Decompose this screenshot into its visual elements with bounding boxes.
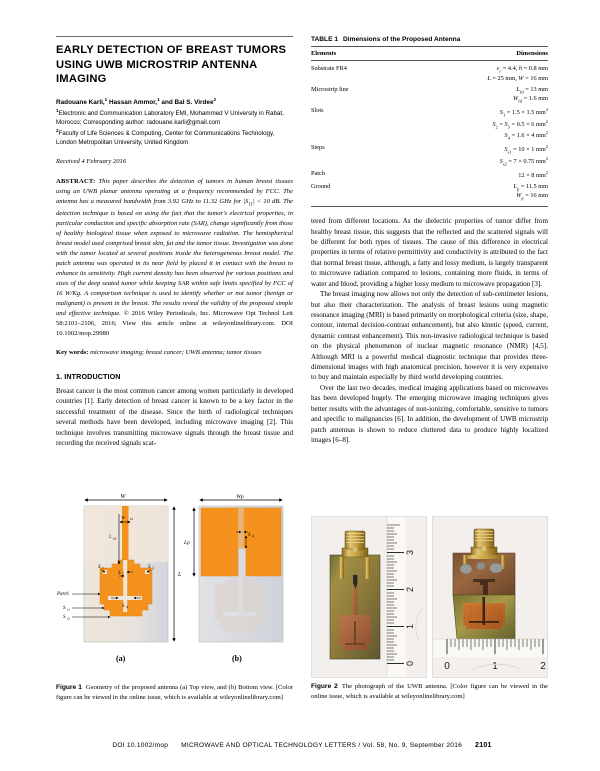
col-header-dimensions: Dimensions [402, 47, 548, 61]
intro-paragraph-1-cont: tered from different locations. As the dielectric properties of tumor differ from healthy breast tissue, this suggests that the reflected and the scattered signals will be different for both types of tissues. The cause of this difference in electrical properties in terms of relative permittivity and conductivity is attributed to the fact that normal breast tissue, although, a fatty and lossy medium, is largely transparent to microwave radiation compared to lesions, containing more fluids, in terms of water and blood, providing a higher lossy medium to microwave propagation [3]. [311, 217, 548, 288]
figure-1-caption [56, 683, 293, 702]
svg-text:1: 1 [102, 566, 104, 571]
left-column [56, 36, 293, 449]
footer-doi: DOI 10.1002/mop [112, 742, 169, 749]
svg-text:3: 3 [152, 566, 154, 571]
right-column [311, 36, 548, 449]
antenna-geometry-svg [56, 492, 293, 677]
affiliation-2: $^2$Faculty of Life Sciences & Computing, Center for Communications Technology, London Metropolitan University, United Kingdom [56, 127, 275, 146]
abstract-paragraph [56, 177, 293, 339]
row-value: $L_{fd} = 13$ mm $W_{fd} = 1.6$ mm [513, 85, 548, 104]
svg-text:fd: fd [113, 536, 117, 541]
received-date: Received 4 February 2016 [56, 158, 127, 166]
row-element: Patch [311, 169, 325, 177]
page-title: EARLY DETECTION OF BREAST TUMORS USING UWB MICROSTRIP ANTENNA IMAGING [56, 44, 287, 86]
table-row [311, 182, 548, 206]
figure-2-block [311, 516, 548, 701]
svg-text:S: S [63, 606, 66, 611]
footer-page-number: 2101 [475, 742, 492, 749]
author-list: Radouane Karli,$^1$ Hassan Ammor,$^1$ and Bal S. Virdee$^2$ [56, 96, 217, 106]
svg-text:W: W [120, 494, 126, 500]
two-column-layout [56, 36, 548, 449]
title-top-rule [56, 36, 293, 37]
svg-text:S: S [148, 565, 151, 570]
abstract-copyright: © 2016 Wiley Periodicals, Inc. Microwave Opt Technol Lett 58:2101–2106, 2016; View this article online at wileyonlinelibrary.com. DOI 10.1002/mop.29980 [56, 310, 294, 338]
ruler-tick-1: 1 [405, 623, 415, 630]
table-header-row [311, 47, 548, 61]
abstract-label: ABSTRACT: [56, 178, 96, 186]
svg-text:s2: s2 [67, 616, 71, 621]
svg-text:S: S [248, 533, 251, 538]
page-footer [56, 742, 548, 749]
affiliation-1: $^1$Electronic and Communication Laboratory EMI, Mohammed V University in Rabat, Morocco; Corresponding author: radouane.karli@gmail.com [56, 108, 284, 126]
row-value: 12 × 8 $mm^2$ [518, 169, 548, 179]
table-row [311, 143, 548, 169]
row-element: Steps [311, 144, 325, 152]
ruler-tick-0: 0 [444, 661, 450, 672]
keywords-value: microwave imaging; breast cancer; UWB antenna; tumor tissues [90, 349, 262, 357]
svg-text:S: S [63, 615, 66, 620]
table-row [311, 61, 548, 85]
figure-1-subcaption-b: (b) [232, 654, 242, 663]
intro-paragraph-3: Over the last two decades, medical imaging applications based on microwaves has been developed hugely. The emerging microwave imaging techniques gives better results with the advantages of non-ionizing, comfortable, sensitive to tumors and specific to malignancies [6]. In addition, the development of UWB microstrip patch antennas is shown to reduce cluttered data to produce highly localized images [6–8]. [311, 383, 548, 445]
table-row [311, 85, 548, 106]
svg-text:4: 4 [126, 605, 128, 610]
svg-text:4: 4 [252, 534, 254, 539]
svg-text:S: S [118, 571, 121, 576]
figure-2-caption [311, 682, 548, 701]
row-value: $S_1 = 1.5 \times 1.5$ $mm^2$ $S_2 = S_3 = 0.5 \times 6$ $mm^2$ $S_4 = 1.6 \times 4$ $mm^2$ [492, 106, 548, 141]
figure-1-drawing [56, 492, 293, 677]
section-heading-introduction: 1. INTRODUCTION [56, 372, 121, 382]
ruler-tick-3: 3 [405, 549, 415, 556]
antenna-photo-front-svg [312, 517, 427, 677]
figure-1-subcaption-a: (a) [116, 654, 126, 663]
ruler-tick-2: 2 [405, 586, 415, 593]
row-element: Ground [311, 182, 331, 190]
table1-title: Dimensions of the Proposed Antenna [343, 36, 461, 43]
figure-1-block [56, 492, 293, 702]
table-row [311, 169, 548, 182]
keywords-label: Key words: [56, 349, 89, 357]
figure-2-label: Figure 2 [311, 683, 338, 690]
row-element: Microstrip line [311, 85, 349, 93]
row-element: Substrate FR4 [311, 65, 347, 72]
figure-1-caption-text: Geometry of the proposed antenna (a) Top view, and (b) Bottom view. [Color figure can be viewed in the online issue, which is available at wileyonlinelibrary.com] [56, 684, 293, 701]
table-row [311, 106, 548, 143]
intro-paragraph-1: Breast cancer is the most common cancer among women particularly in developed countries [1]. Early detection of breast cancer is known to be a key factor in the successful treatment of the disease. Since the birth of radiological techniques several methods have been developed, including microwave imaging [2]. This technique involves transmitting microwave signals through the breast tissue and recording the received signals scat- [56, 387, 293, 448]
table1-label: TABLE 1 [311, 36, 338, 43]
keywords-line [56, 348, 293, 358]
table1-caption [311, 36, 548, 43]
svg-text:Lp: Lp [184, 540, 190, 546]
svg-text:W: W [121, 515, 125, 520]
svg-text:S: S [98, 565, 101, 570]
photo-front-view [311, 516, 427, 678]
ruler-tick-2: 2 [540, 661, 546, 672]
svg-text:fd: fd [130, 517, 133, 521]
col-header-elements: Elements [311, 47, 402, 61]
svg-text:S: S [122, 604, 125, 609]
table1-bottom-rule [311, 206, 548, 207]
svg-text:L: L [109, 534, 112, 540]
dimensions-table [311, 46, 548, 206]
footer-journal: MICROWAVE AND OPTICAL TECHNOLOGY LETTERS / Vol. 58, No. 9, September 2016 [181, 742, 463, 749]
figure-2-photos [311, 516, 548, 676]
row-value: $S_{s1} = 10 \times 1$ $mm^2$ $S_{s2} = 7 \times 0.75$ $mm^2$ [499, 144, 548, 167]
row-value: $\varepsilon_r = 4.4$, h = 0.8 mm L = 25 mm, W = 16 mm [487, 65, 548, 82]
top-view-group [56, 494, 182, 642]
abstract-body: This paper describes the detection of tumors in human breast tissues using an UWB planar antenna operating at a frequency recommended by FCC. The antenna has a measured bandwidth from 3.92 GHz to 11.32 GHz for $|S_{11}| < 10$ dB. The detection technique is based on using the fact that the tumor's electrical properties, in particular conduction and specific absorption rate (SAR), change significantly from those of healthy biological tissue when exposed to microwave radiation. The hemispherical breast model used comprised breast skin, fat and the tumor tissue. Investigation was done with the tumor located at several positions inside the heterogeneous breast model. The patch antenna was operated in its near field by placed it in contact with the breast to enhance its sensitivity. High current density has been observed for various positions and sizes of the deep seated tumor while keeping SAR within safe limits specified by FCC of 16 W/Kg. A comparison technique is used to identify whether or not tumor (benign or malignant) is present in the breast. The results reveal the validity of the proposed simple and effective technique. [56, 178, 293, 318]
figure-2-caption-text: The photograph of the UWB antenna. [Color figure can be viewed in the online issue, which is available at wileyonlinelibrary.com] [311, 683, 548, 700]
photo-back-view [432, 516, 548, 678]
figure-1-label: Figure 1 [56, 684, 82, 691]
row-element: Slots [311, 106, 324, 114]
svg-text:L: L [178, 572, 182, 578]
intro-paragraph-2: The breast imaging now allows not only the detection of sub-centimeter lesions, but also their characterization. The analysis of breast lesions using magnetic resonance imaging (MRI) is based primarily on morphological criteria (size, shape, contour, internal decision-contrast enhancement), but also kinetic (speed, current, dynamic contrast enhancement). This non-invasive radiological technique is based on the physical phenomenon of nuclear magnetic resonance (NMR) [4,5]. Although MRI is a powerful medical diagnostic technique that provides three-dimensional images with high anatomical precision, however it is very expensive to buy and maintain especially by third world developing countries. [311, 290, 548, 382]
ruler-tick-0: 0 [405, 660, 415, 667]
ruler-tick-1: 1 [492, 661, 498, 672]
svg-text:2: 2 [122, 572, 124, 577]
row-value: $L_p = 11.5$ mm $W_p = 16$ mm [513, 182, 548, 201]
svg-text:s1: s1 [67, 607, 71, 612]
antenna-photo-back-svg [433, 517, 548, 677]
svg-text:Wp: Wp [236, 494, 244, 500]
svg-text:Patch: Patch [57, 592, 69, 597]
bottom-view-group [183, 494, 283, 642]
